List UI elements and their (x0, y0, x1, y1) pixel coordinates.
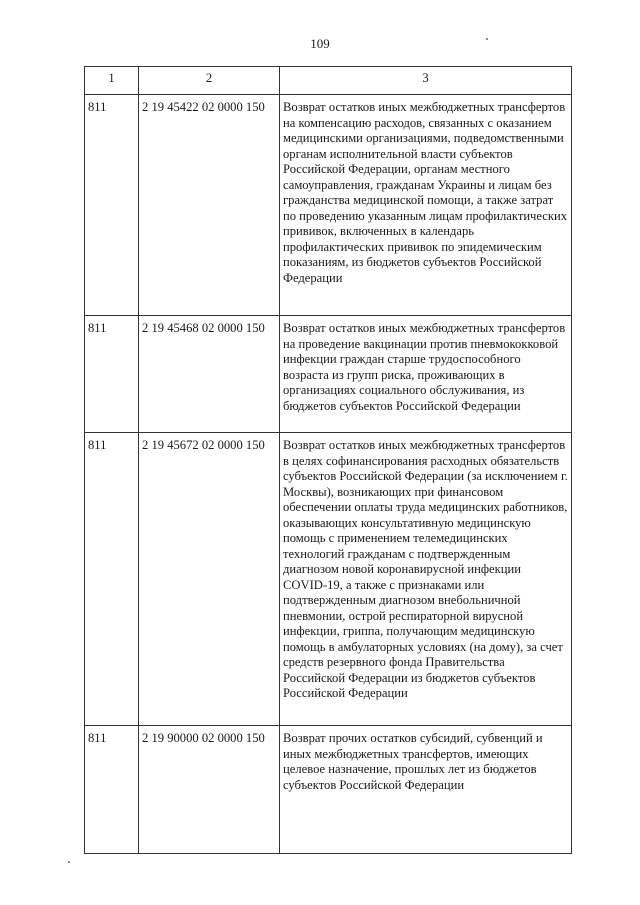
budget-code-cell: 2 19 90000 02 0000 150 (139, 726, 280, 854)
table-row (85, 726, 572, 854)
column-header-3: 3 (280, 67, 572, 95)
scan-speck (68, 861, 70, 863)
column-header-1: 1 (85, 67, 139, 95)
table-row (85, 316, 572, 433)
description-cell: Возврат прочих остатков субсидий, субвенций и иных межбюджетных трансфертов, имеющих целевое назначение, прошлых лет из бюджетов субъектов Российской Федерации (280, 726, 572, 854)
budget-code-cell: 2 19 45468 02 0000 150 (139, 316, 280, 433)
page-number: 109 (310, 36, 330, 51)
column-header-2: 2 (139, 67, 280, 95)
scan-speck (486, 38, 488, 40)
budget-code-table (84, 66, 572, 854)
description-cell: Возврат остатков иных межбюджетных трансфертов на проведение вакцинации против пневмококковой инфекции граждан старше трудоспособного возраста из групп риска, проживающих в организациях социального обслуживания, из бюджетов субъектов Российской Федерации (280, 316, 572, 433)
budget-code-cell: 2 19 45422 02 0000 150 (139, 95, 280, 316)
admin-code-cell: 811 (85, 433, 139, 726)
table-row (85, 433, 572, 726)
admin-code-cell: 811 (85, 726, 139, 854)
table-row (85, 95, 572, 316)
admin-code-cell: 811 (85, 316, 139, 433)
description-cell: Возврат остатков иных межбюджетных трансфертов в целях софинансирования расходных обязательств субъектов Российской Федерации (за исключением г. Москвы), возникающих при финансовом обеспечении оплаты труда медицинских работников, оказывающих консультативную медицинскую помощь с применением телемедицинских технологий гражданам с подтвержденным диагнозом новой коронавирусной инфекции COVID-19, а также с признаками или подтвержденным диагнозом внебольничной пневмонии, острой респираторной вирусной инфекции, гриппа, получающим медицинскую помощь в амбулаторных условиях (на дому), за счет средств резервного фонда Правительства Российской Федерации из бюджетов субъектов Российской Федерации (280, 433, 572, 726)
admin-code-cell: 811 (85, 95, 139, 316)
budget-code-cell: 2 19 45672 02 0000 150 (139, 433, 280, 726)
description-cell: Возврат остатков иных межбюджетных трансфертов на компенсацию расходов, связанных с оказанием медицинскими организациями, подведомственными органам исполнительной власти субъектов Российской Федерации, органам местного самоуправления, гражданам Украины и лицам без гражданства медицинской помощи, а также затрат по проведению указанным лицам профилактических прививок, включенных в календарь профилактических прививок по эпидемическим показаниям, из бюджетов субъектов Российской Федерации (280, 95, 572, 316)
table-header-row (85, 67, 572, 95)
